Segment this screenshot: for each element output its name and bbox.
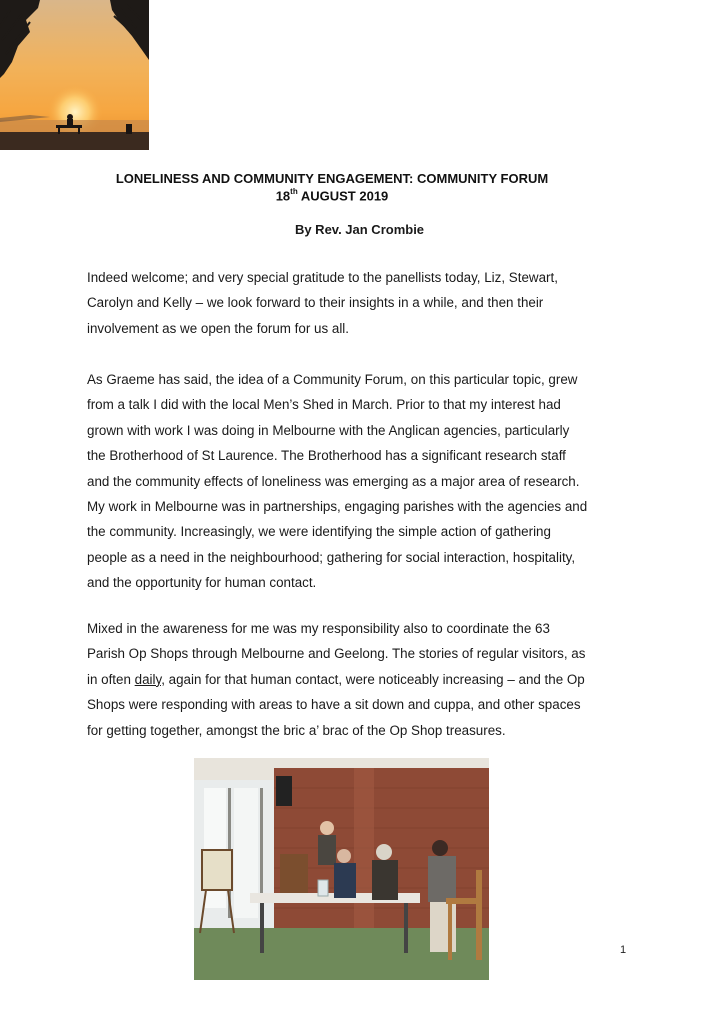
paragraph-line: grown with work I was doing in Melbourne with the Anglican agencies, particularly (87, 422, 570, 438)
paragraph-line: Carolyn and Kelly – we look forward to their insights in a while, and then their (87, 295, 544, 311)
paragraph-line (87, 667, 647, 692)
paragraph-line: Indeed welcome; and very special gratitude to the panellists today, Liz, Stewart, (87, 270, 558, 285)
date-suffix: th (290, 187, 298, 196)
forum-panel-image (194, 758, 489, 980)
document-date (87, 188, 577, 203)
paragraph-line: people as a need in the neighbourhood; gathering for social interaction, hospitality, (87, 549, 576, 565)
paragraph-line: As Graeme has said, the idea of a Community Forum, on this particular topic, grew (87, 372, 578, 387)
paragraph-line: the community. Increasingly, we were identifying the simple action of gathering (87, 524, 551, 540)
line-text: in often (87, 671, 135, 687)
line-text: again for that human contact, were noticeably increasing – and the Op (164, 671, 585, 687)
author-byline: By Rev. Jan Crombie (294, 222, 425, 237)
sunset-bench-photo (0, 0, 149, 150)
underlined-word: daily, (134, 671, 165, 687)
paragraph-line: Mixed in the awareness for me was my responsibility also to coordinate the 63 (87, 621, 550, 636)
page-number: 1 (620, 944, 627, 956)
paragraph-line: for getting together, amongst the bric a’ brac of the Op Shop treasures. (87, 722, 506, 738)
paragraph-welcome (87, 265, 647, 341)
paragraph-line: involvement as we open the forum for us all. (87, 320, 349, 336)
paragraph-line: from a talk I did with the local Men’s Shed in March. Prior to that my interest had (87, 397, 561, 413)
paragraph-line: and the opportunity for human contact. (87, 575, 317, 591)
document-title: LONELINESS AND COMMUNITY ENGAGEMENT: COMMUNITY FORUM (115, 171, 549, 186)
paragraph-line: My work in Melbourne was in partnerships, engaging parishes with the agencies and (87, 499, 588, 515)
paragraph-line: and the community effects of loneliness was emerging as a major area of research. (87, 473, 580, 489)
community-forum-photo (194, 758, 489, 980)
paragraph-op-shops (87, 616, 647, 743)
paragraph-line: Parish Op Shops through Melbourne and Geelong. The stories of regular visitors, as (87, 646, 586, 662)
sunset-bench-image (0, 0, 149, 150)
paragraph-line: Shops were responding with areas to have a sit down and cuppa, and other spaces (87, 697, 581, 713)
date-day: 18 (275, 188, 291, 204)
paragraph-line: the Brotherhood of St Laurence. The Brotherhood has a significant research staff (87, 448, 566, 464)
date-month-year: AUGUST 2019 (297, 188, 389, 204)
paragraph-background (87, 367, 647, 596)
